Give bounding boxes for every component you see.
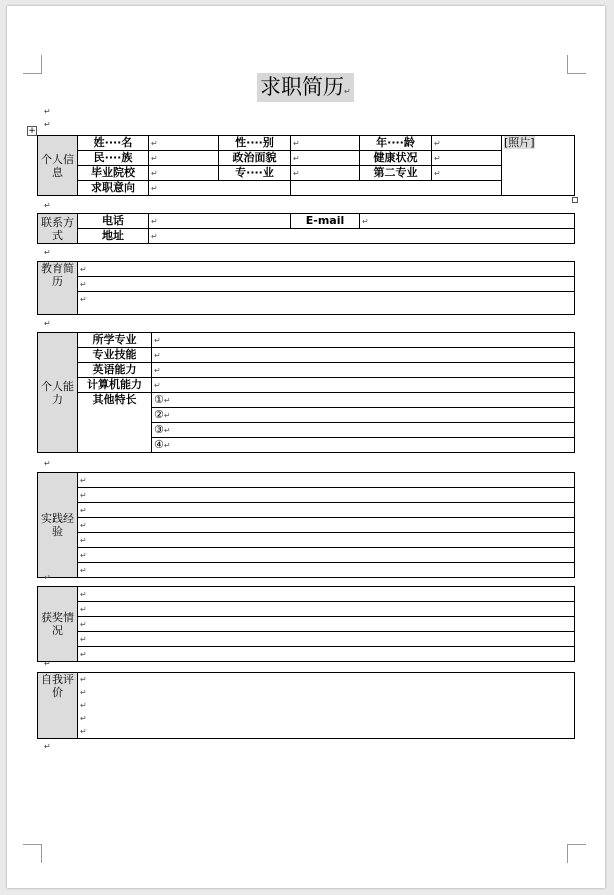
practice-label: 实践经验	[38, 473, 78, 578]
other-specialty-2[interactable]: ②↵	[152, 408, 575, 423]
second-major-field[interactable]: ↵	[432, 166, 502, 181]
address-label: 地址	[78, 229, 149, 244]
crop-mark-top-left	[23, 55, 42, 74]
paragraph-mark: ↵	[44, 201, 51, 210]
education-line[interactable]: ↵	[78, 292, 575, 315]
job-intent-field[interactable]: ↵	[149, 181, 291, 196]
awards-label: 获奖情况	[38, 587, 78, 662]
document-page	[7, 6, 605, 888]
practice-line[interactable]: ↵	[78, 518, 575, 533]
resume-title[interactable]: 求职简历↵	[257, 73, 354, 102]
education-table	[37, 261, 575, 315]
awards-line[interactable]: ↵	[78, 632, 575, 647]
self-evaluation-table	[37, 672, 575, 739]
education-label: 教育简历	[38, 262, 78, 315]
politics-field[interactable]: ↵	[291, 151, 360, 166]
ability-item-computer: 计算机能力	[78, 378, 152, 393]
personal-info-table	[37, 135, 575, 196]
job-intent-field-extra[interactable]	[291, 181, 502, 196]
crop-mark-top-right	[567, 55, 586, 74]
paragraph-mark: ↵	[44, 459, 51, 468]
ability-item-skills: 专业技能	[78, 348, 152, 363]
school-field[interactable]: ↵	[149, 166, 219, 181]
practice-line[interactable]: ↵	[78, 563, 575, 578]
other-specialty-3[interactable]: ③↵	[152, 423, 575, 438]
school-label: 毕业院校	[78, 166, 149, 181]
job-intent-label: 求职意向	[78, 181, 149, 196]
awards-table	[37, 586, 575, 662]
ability-field[interactable]: ↵	[152, 333, 575, 348]
phone-field[interactable]: ↵	[149, 214, 291, 229]
ability-item-english: 英语能力	[78, 363, 152, 378]
ability-item-major: 所学专业	[78, 333, 152, 348]
paragraph-mark: ↵	[44, 573, 51, 582]
ability-field[interactable]: ↵	[152, 363, 575, 378]
practice-table	[37, 472, 575, 578]
self-evaluation-field[interactable]: ↵ ↵ ↵ ↵ ↵	[78, 673, 575, 739]
awards-line[interactable]: ↵	[78, 617, 575, 632]
education-line[interactable]: ↵	[78, 277, 575, 292]
other-specialty-1[interactable]: ①↵	[152, 393, 575, 408]
major-label: 专····业	[219, 166, 291, 181]
practice-line[interactable]: ↵	[78, 503, 575, 518]
phone-label: 电话	[78, 214, 149, 229]
self-evaluation-label: 自我评价	[38, 673, 78, 739]
contact-label: 联系方式	[38, 214, 78, 244]
table-move-handle-icon[interactable]: +	[28, 126, 36, 136]
ethnicity-field[interactable]: ↵	[149, 151, 219, 166]
practice-line[interactable]: ↵	[78, 473, 575, 488]
ability-label: 个人能力	[38, 333, 78, 453]
paragraph-mark: ↵	[44, 742, 51, 751]
politics-label: 政治面貌	[219, 151, 291, 166]
email-label: E-mail	[291, 214, 360, 229]
age-field[interactable]: ↵	[432, 136, 502, 151]
paragraph-mark: ↵	[44, 120, 51, 129]
ability-item-other: 其他特长	[78, 393, 152, 453]
awards-line[interactable]: ↵	[78, 587, 575, 602]
ability-field[interactable]: ↵	[152, 378, 575, 393]
education-line[interactable]: ↵	[78, 262, 575, 277]
resume-title-text: 求职简历	[260, 75, 344, 99]
practice-line[interactable]: ↵	[78, 533, 575, 548]
photo-placeholder: [照片]	[504, 136, 535, 149]
major-field[interactable]: ↵	[291, 166, 360, 181]
practice-line[interactable]: ↵	[78, 488, 575, 503]
crop-mark-bottom-right	[567, 844, 586, 863]
crop-mark-bottom-left	[23, 844, 42, 863]
gender-field[interactable]: ↵	[291, 136, 360, 151]
other-specialty-4[interactable]: ④↵	[152, 438, 575, 453]
name-label: 姓····名	[78, 136, 149, 151]
paragraph-mark: ↵	[44, 248, 51, 257]
practice-line[interactable]: ↵	[78, 548, 575, 563]
name-field[interactable]: ↵	[149, 136, 219, 151]
table-resize-handle[interactable]	[572, 197, 578, 203]
age-label: 年····龄	[360, 136, 432, 151]
ability-field[interactable]: ↵	[152, 348, 575, 363]
address-field[interactable]: ↵	[149, 229, 575, 244]
paragraph-mark: ↵	[44, 659, 51, 668]
personal-info-label: 个人信息	[38, 136, 78, 196]
awards-line[interactable]: ↵	[78, 602, 575, 617]
health-label: 健康状况	[360, 151, 432, 166]
paragraph-mark: ↵	[44, 319, 51, 328]
health-field[interactable]: ↵	[432, 151, 502, 166]
awards-line[interactable]: ↵	[78, 647, 575, 662]
ability-table	[37, 332, 575, 453]
paragraph-mark: ↵	[44, 107, 51, 116]
photo-cell[interactable]	[502, 136, 575, 196]
ethnicity-label: 民····族	[78, 151, 149, 166]
second-major-label: 第二专业	[360, 166, 432, 181]
email-field[interactable]: ↵	[360, 214, 575, 229]
gender-label: 性····别	[219, 136, 291, 151]
contact-table	[37, 213, 575, 244]
